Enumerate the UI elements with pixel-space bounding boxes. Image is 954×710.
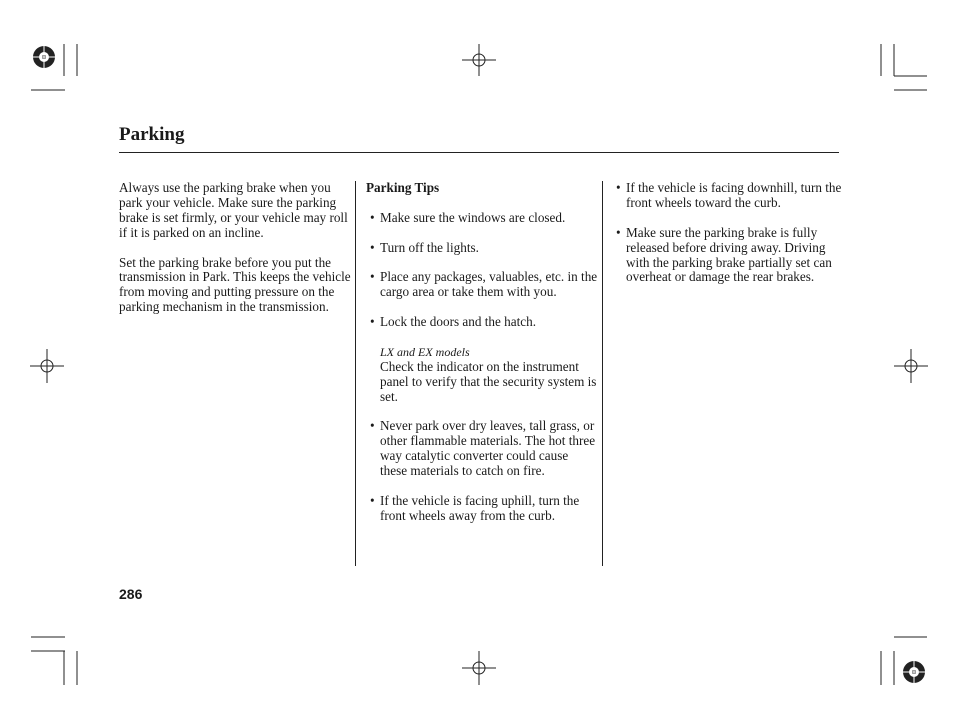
crosshair-left-middle <box>30 349 64 383</box>
list-item: • Place any packages, valuables, etc. in the cargo area or take them with you. <box>366 270 598 300</box>
page-title: Parking <box>119 124 185 145</box>
crop-marks-top-right <box>881 44 927 90</box>
list-item: • Make sure the parking brake is fully released before driving away. Driving with the parking brake partially set can overheat or damage the rear brakes. <box>616 226 844 286</box>
list-item: • Never park over dry leaves, tall grass, or other flammable materials. The hot three way catalytic converter could cause these materials to catch on fire. <box>366 419 598 479</box>
column-intro <box>119 181 351 330</box>
column-parking-tips <box>366 181 598 539</box>
paragraph-parking-brake: Always use the parking brake when you park your vehicle. Make sure the parking brake is set firmly, or your vehicle may roll if it is parked on an incline. <box>119 180 348 240</box>
registration-target-top-left <box>30 43 58 71</box>
model-note-text: Check the indicator on the instrument panel to verify that the security system is set. <box>380 358 597 404</box>
title-rule <box>119 152 839 153</box>
model-note <box>366 345 598 405</box>
model-note-heading: LX and EX models <box>380 344 470 359</box>
column-parking-tips-continued <box>616 181 844 300</box>
crosshair-top-center <box>462 44 496 76</box>
crosshair-right-middle <box>894 349 928 383</box>
paragraph-transmission: Set the parking brake before you put the transmission in Park. This keeps the vehicle from moving and putting pressure on the parking mechanism in the transmission. <box>119 254 351 315</box>
list-item: • If the vehicle is facing downhill, turn the front wheels toward the curb. <box>616 181 844 211</box>
page-number: 286 <box>119 586 143 602</box>
column-divider <box>355 181 356 566</box>
crosshair-bottom-center <box>462 651 496 685</box>
crop-marks-bottom-left <box>31 637 77 685</box>
list-item: • Lock the doors and the hatch. <box>366 315 598 330</box>
list-item: • Make sure the windows are closed. <box>366 211 598 226</box>
column-divider <box>602 181 603 566</box>
section-heading: Parking Tips <box>366 180 440 195</box>
list-item: • If the vehicle is facing uphill, turn the front wheels away from the curb. <box>366 494 598 524</box>
list-item: • Turn off the lights. <box>366 241 598 256</box>
registration-target-bottom-right <box>900 658 928 686</box>
